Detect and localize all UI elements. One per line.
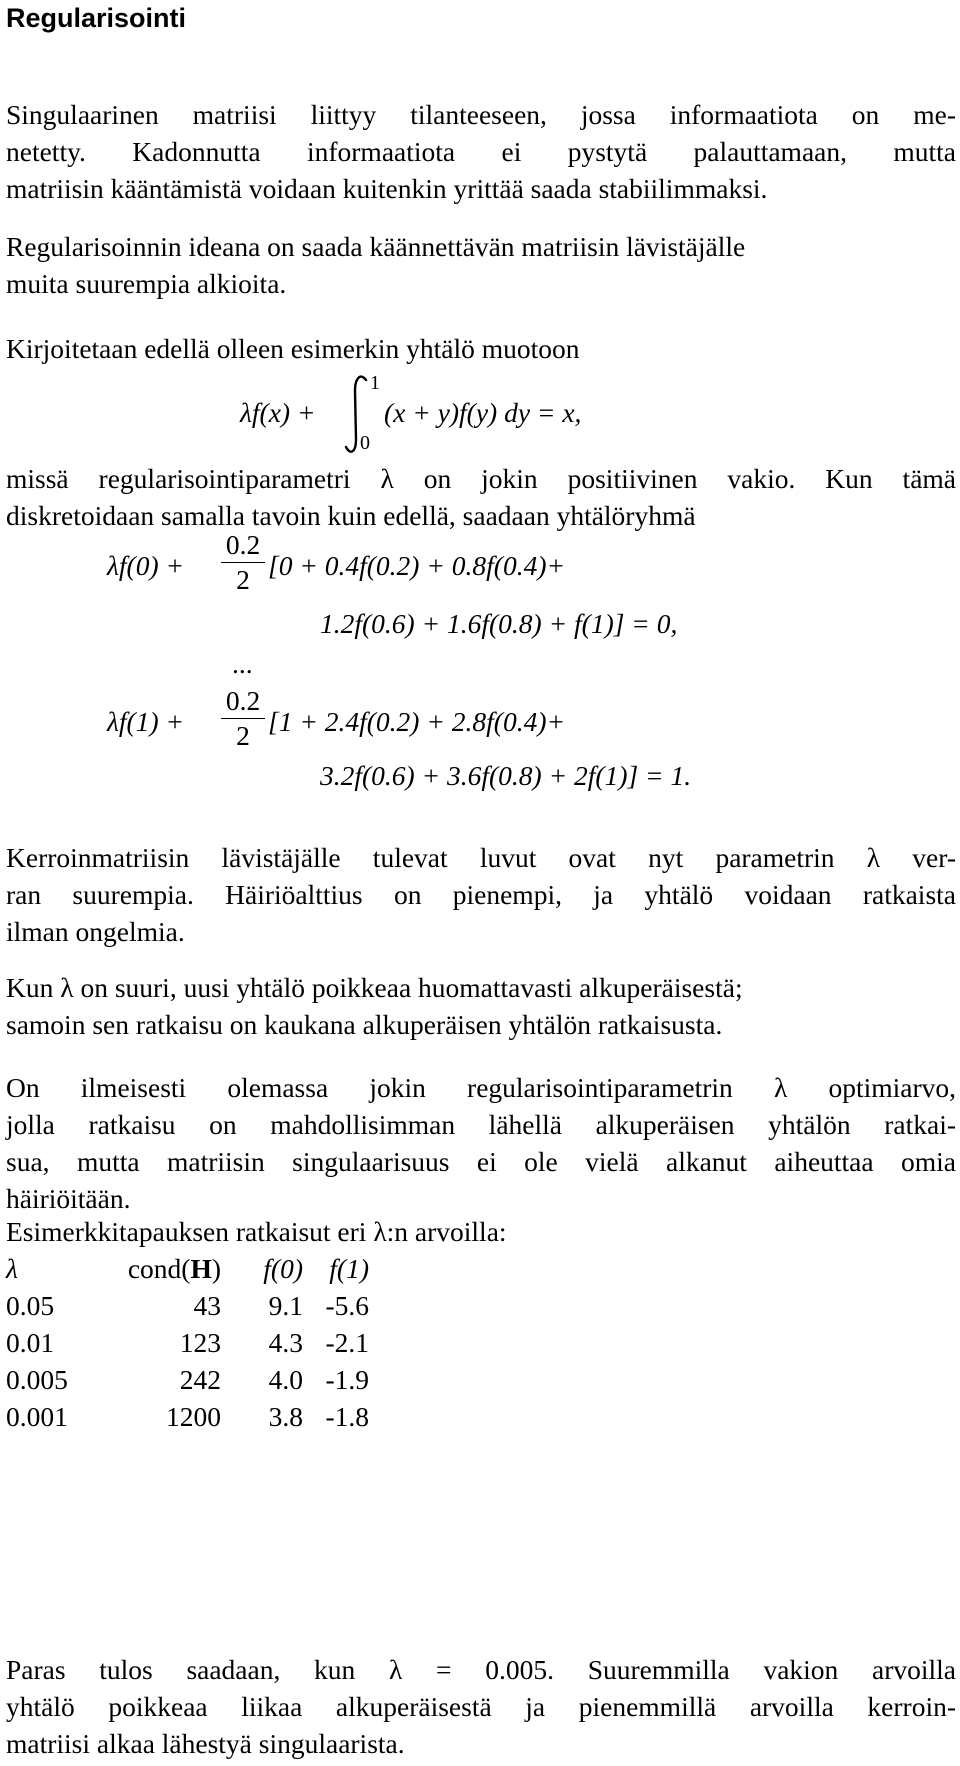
table-row xyxy=(6,1324,369,1361)
table-cell: 3.8 xyxy=(268,1401,303,1432)
table-cell: -2.1 xyxy=(325,1327,369,1358)
page-title: Regularisointi xyxy=(6,3,187,33)
text-line: Paras tulos saadaan, kun λ = 0.005. Suuremmilla vakion arvoilla xyxy=(6,1654,956,1685)
table-cell: -1.8 xyxy=(325,1401,369,1432)
text-line: ilman ongelmia. xyxy=(6,916,185,947)
table-cell: 43 xyxy=(193,1290,221,1321)
matrix-h: H xyxy=(190,1253,212,1284)
paragraph-large-lambda xyxy=(6,969,956,1043)
table-header-cell: f(1) xyxy=(329,1253,369,1284)
table-header-cell: f(0) xyxy=(263,1253,303,1284)
table-cell: 242 xyxy=(179,1364,221,1395)
table-cell: -5.6 xyxy=(325,1290,369,1321)
integral-lower-limit: 0 xyxy=(360,432,370,454)
text-line: Kerroinmatriisin lävistäjälle tulevat luvut ovat nyt parametrin λ ver- xyxy=(6,842,956,873)
text-line: netetty. Kadonnutta informaatiota ei pystytä palauttamaan, mutta xyxy=(6,136,956,167)
results-table xyxy=(6,1250,369,1435)
text-line: yhtälö poikkeaa liikaa alkuperäisestä ja pienemmillä arvoilla kerroin- xyxy=(6,1691,956,1722)
table-cell: 9.1 xyxy=(268,1290,303,1321)
paragraph-parameter xyxy=(6,460,956,534)
text-line: Singulaarinen matriisi liittyy tilanteeseen, jossa informaatiota on me- xyxy=(6,99,956,130)
fraction-bar xyxy=(221,562,265,563)
table-cell: 123 xyxy=(179,1327,221,1358)
equation-integrand: (x + y)f(y) dy = x, xyxy=(384,397,582,428)
table-header-cell: λ xyxy=(6,1253,18,1284)
integral-upper-limit: 1 xyxy=(370,372,380,394)
text-line: matriisi alkaa lähestyä singulaarista. xyxy=(6,1728,405,1759)
text-line: Kun λ on suuri, uusi yhtälö poikkeaa huomattavasti alkuperäisestä; xyxy=(6,972,743,1003)
text-line: Kirjoitetaan edellä olleen esimerkin yhtälö muotoon xyxy=(6,333,580,364)
fraction xyxy=(219,530,267,595)
cond-close: ) xyxy=(211,1253,221,1284)
text-line: samoin sen ratkaisu on kaukana alkuperäisen yhtälön ratkaisusta. xyxy=(6,1009,723,1040)
table-row xyxy=(6,1361,369,1398)
fraction-denominator: 2 xyxy=(236,564,250,595)
fraction xyxy=(219,686,267,751)
table-intro xyxy=(6,1213,956,1250)
system-ellipsis: ... xyxy=(232,648,253,679)
table-cell: -1.9 xyxy=(325,1364,369,1395)
table-cell: 0.001 xyxy=(6,1401,68,1432)
text-line: missä regularisointiparametri λ on jokin positiivinen vakio. Kun tämä xyxy=(6,463,956,494)
table-row xyxy=(6,1398,369,1435)
fraction-numerator: 0.2 xyxy=(225,685,261,716)
paragraph-conclusion xyxy=(6,1651,956,1762)
fraction-denominator: 2 xyxy=(236,720,250,751)
text-line: häiriöitään. xyxy=(6,1183,131,1214)
table-row xyxy=(6,1287,369,1324)
text-line: On ilmeisesti olemassa jokin regularisointiparametrin λ optimiarvo, xyxy=(6,1072,956,1103)
system-eq1-line2: 1.2f(0.6) + 1.6f(0.8) + f(1)] = 0, xyxy=(320,608,678,639)
table-header-row xyxy=(6,1250,369,1287)
cond-label: cond( xyxy=(127,1253,191,1284)
equation-lhs: λf(x) + xyxy=(240,397,316,428)
system-eq1-lhs: λf(0) + xyxy=(107,550,185,581)
table-cell: 0.01 xyxy=(6,1327,55,1358)
system-eq2-line1: [1 + 2.4f(0.2) + 2.8f(0.4)+ xyxy=(268,706,566,737)
text-line: Esimerkkitapauksen ratkaisut eri λ:n arvoilla: xyxy=(6,1216,507,1247)
system-eq2-line2: 3.2f(0.6) + 3.6f(0.8) + 2f(1)] = 1. xyxy=(320,760,692,791)
fraction-numerator: 0.2 xyxy=(225,529,261,560)
text-line: sua, mutta matriisin singulaarisuus ei ole vielä alkanut aiheuttaa omia xyxy=(6,1146,956,1177)
paragraph-idea xyxy=(6,228,956,302)
table-cell: 0.005 xyxy=(6,1364,68,1395)
table-cell: 4.3 xyxy=(268,1327,303,1358)
fraction-bar xyxy=(221,718,265,719)
text-line: jolla ratkaisu on mahdollisimman lähellä alkuperäisen yhtälön ratkai- xyxy=(6,1109,956,1140)
text-line: ran suurempia. Häiriöalttius on pienempi, ja yhtälö voidaan ratkaista xyxy=(6,879,956,910)
paragraph-diagonal xyxy=(6,839,956,950)
table-cell: 1200 xyxy=(166,1401,221,1432)
text-line: muita suurempia alkioita. xyxy=(6,268,287,299)
system-eq2-lhs: λf(1) + xyxy=(107,706,185,737)
paragraph-intro xyxy=(6,96,956,207)
table-cell: 0.05 xyxy=(6,1290,55,1321)
paragraph-rewrite xyxy=(6,330,956,367)
system-eq1-line1: [0 + 0.4f(0.2) + 0.8f(0.4)+ xyxy=(268,550,566,581)
table-header-cell xyxy=(101,1250,241,1287)
paragraph-optimum xyxy=(6,1069,956,1217)
text-line: matriisin kääntämistä voidaan kuitenkin yrittää saada stabiilimmaksi. xyxy=(6,173,768,204)
table-cell: 4.0 xyxy=(268,1364,303,1395)
text-line: Regularisoinnin ideana on saada käännettävän matriisin lävistäjälle xyxy=(6,231,746,262)
text-line: diskretoidaan samalla tavoin kuin edellä, saadaan yhtälöryhmä xyxy=(6,500,696,531)
